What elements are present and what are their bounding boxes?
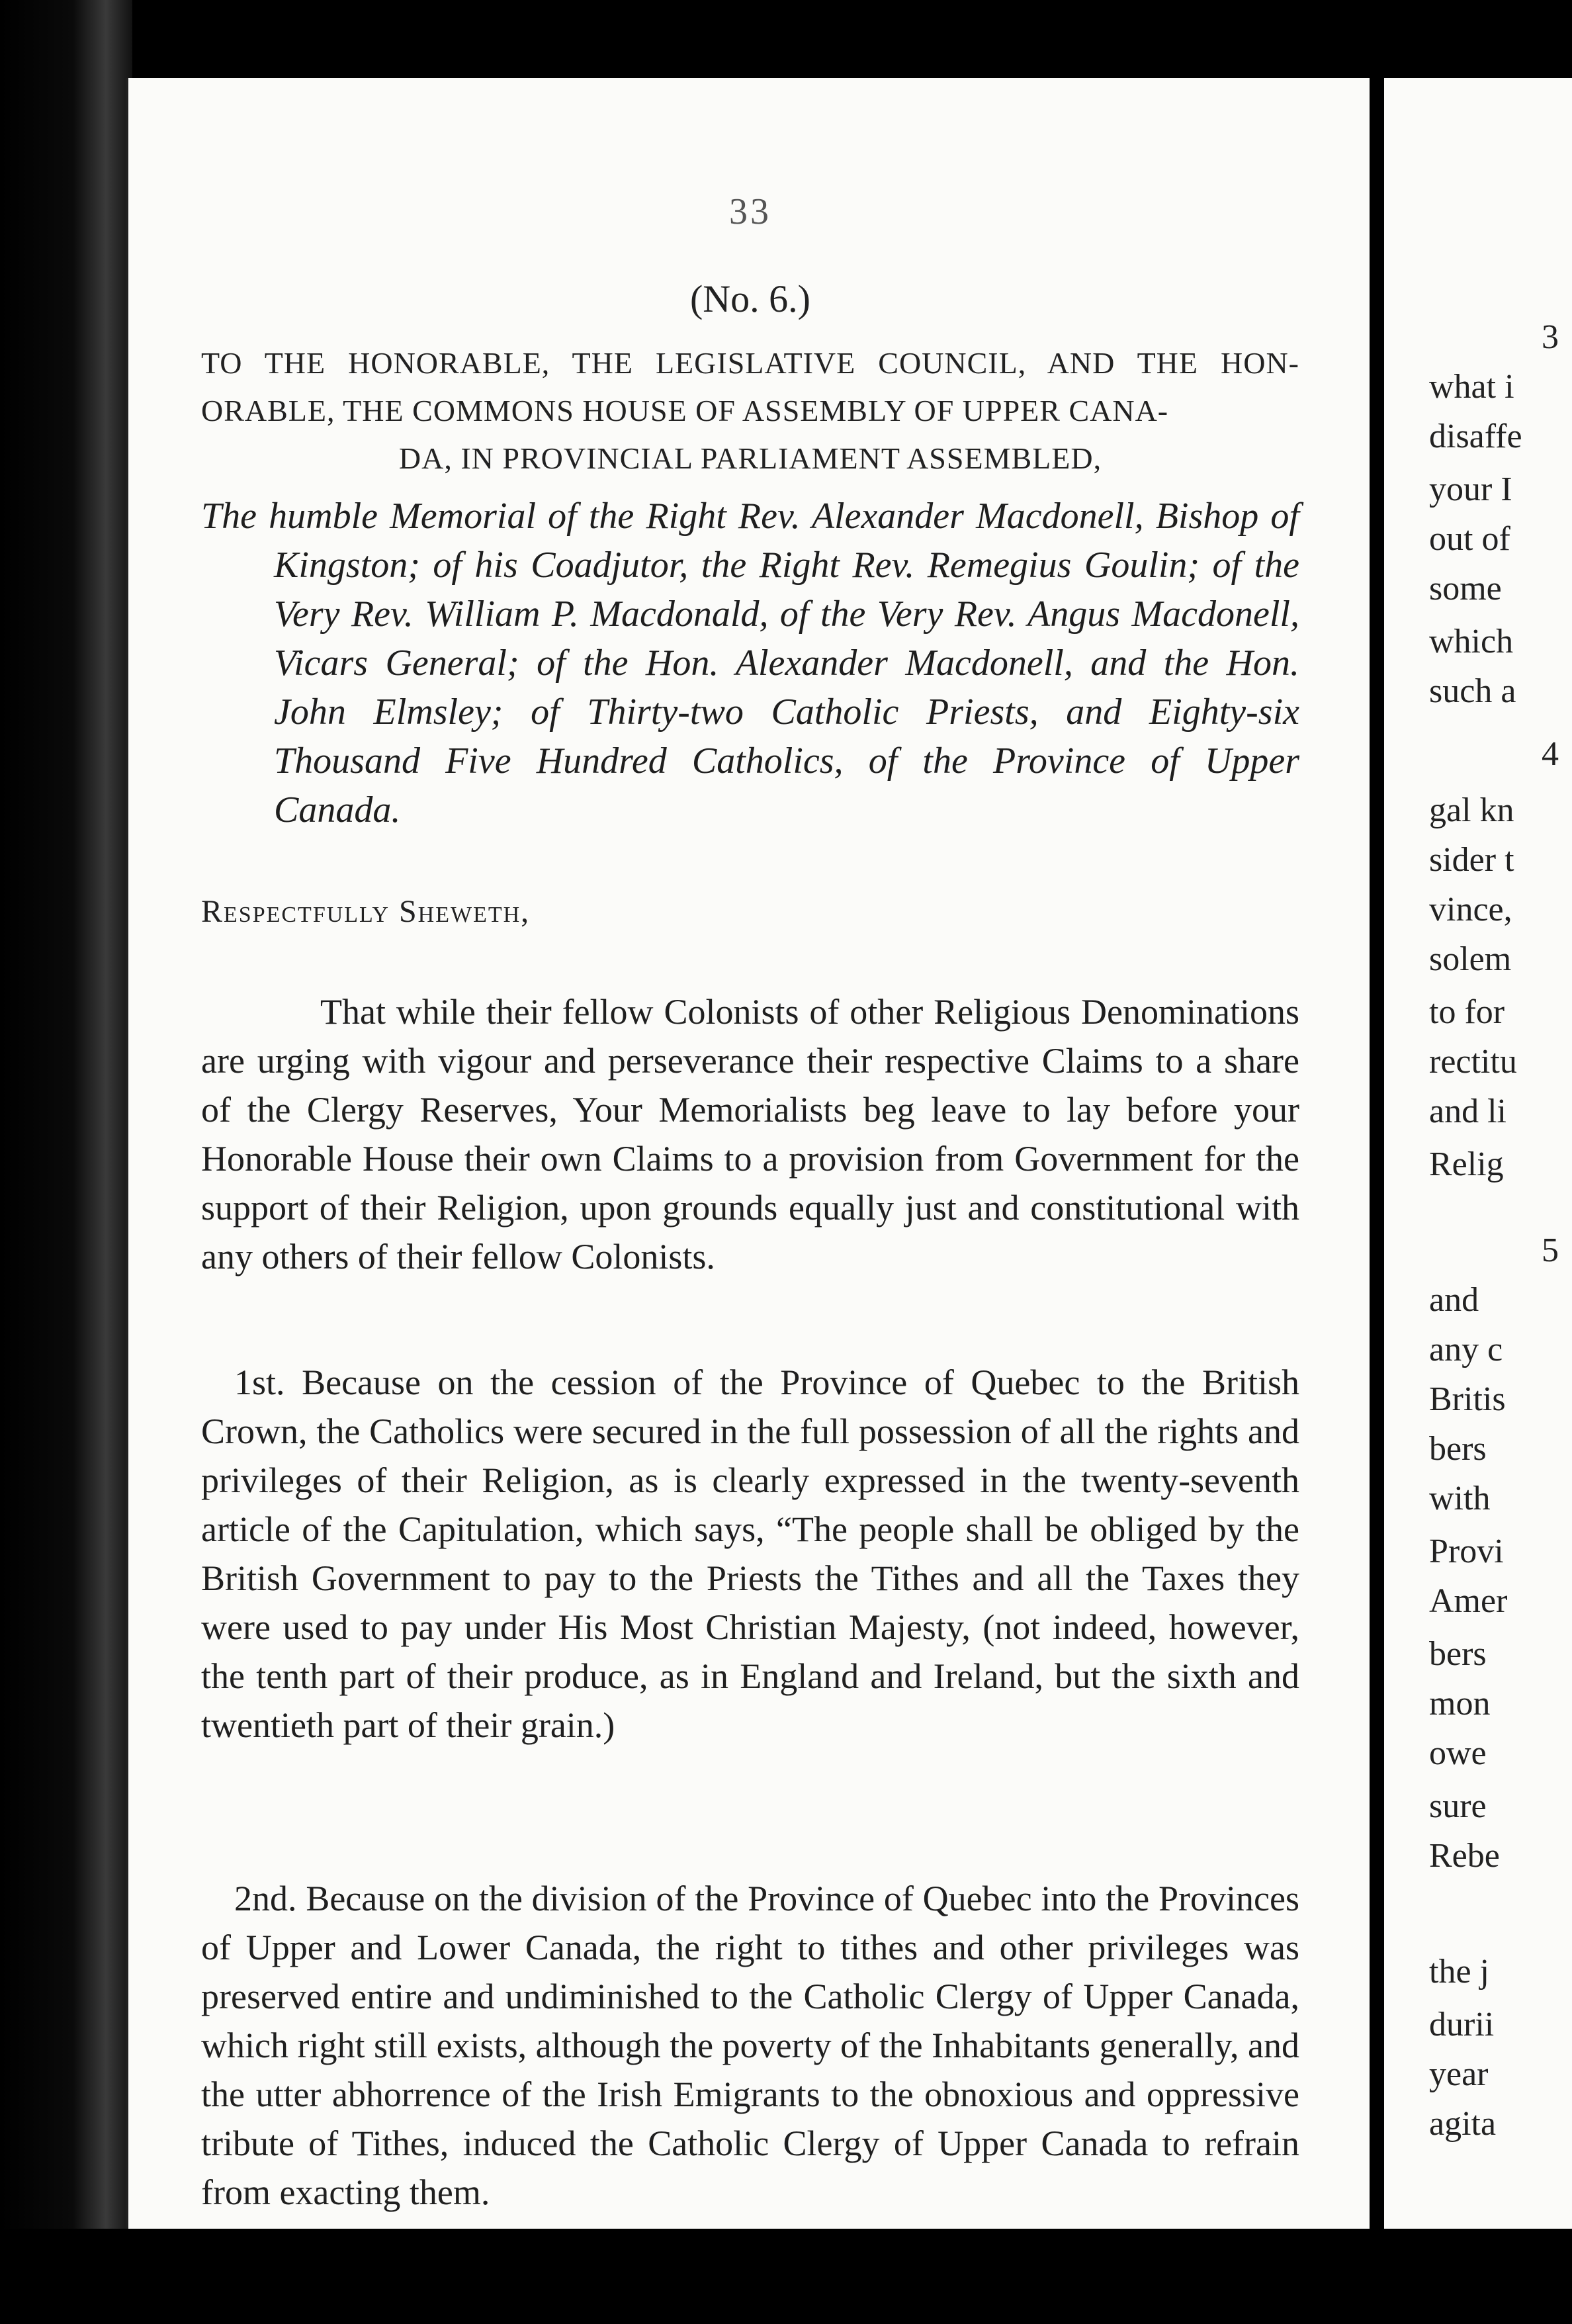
salutation: Respectfully Sheweth, [201, 894, 531, 929]
facing-page-line: the j [1429, 1953, 1489, 1990]
second-paragraph: 2nd. Because on the division of the Province of Quebec into the Provinces of Upper and Lower Canada, the right to tithes and other privileges was preserved entire and undiminished to the Catholic Clergy of Upper Canada, which right still exists, although the poverty of the Inhabitants generally, and the utter abhorrence of the Irish Emigrants to the obnoxious and oppressive tribute of Tithes, induced the Catholic Clergy of Upper Canada to refrain from exacting them. [201, 1879, 1299, 2212]
address-heading [201, 339, 1299, 482]
facing-page-line: rectitu [1429, 1043, 1517, 1081]
facing-page-line: Amer [1429, 1582, 1508, 1620]
memorial-title [201, 492, 1299, 834]
facing-page-line: Relig [1429, 1145, 1504, 1183]
facing-page-line: year [1429, 2055, 1489, 2093]
facing-page-line: any c [1429, 1331, 1503, 1368]
facing-page-line: 4 [1542, 735, 1559, 773]
facing-page-line: bers [1429, 1430, 1487, 1468]
gutter [1370, 66, 1384, 2243]
facing-page-line: owe [1429, 1734, 1487, 1772]
facing-page-line: your I [1429, 470, 1512, 508]
facing-page-line: with [1429, 1480, 1491, 1517]
facing-page-line: and li [1429, 1093, 1506, 1130]
facing-page-line: bers [1429, 1635, 1487, 1673]
intro-paragraph: That while their fellow Colonists of other Religious Denominations are urging with vigour and perseverance their respective Claims to a share of the Clergy Reserves, Your Memorialists beg leave to lay before your Honorable House their own Claims to a provision from Government for the support of their Religion, upon grounds equally just and constitutional with any others of their fellow Colonists. [201, 992, 1299, 1276]
facing-page-line: out of [1429, 520, 1510, 558]
facing-page-line: 3 [1542, 318, 1559, 356]
facing-page-line: agita [1429, 2105, 1497, 2143]
facing-page-line: Britis [1429, 1380, 1506, 1418]
facing-page-line: solem [1429, 940, 1512, 978]
facing-page-line: such a [1429, 672, 1516, 710]
address-line-3: DA, IN PROVINCIAL PARLIAMENT ASSEMBLED, [398, 441, 1102, 475]
facing-page-line: durii [1429, 2006, 1495, 2043]
facing-page-line: mon [1429, 1685, 1491, 1722]
memorial-title-text: The humble Memorial of the Right Rev. Alexander Macdonell, Bishop of Kingston; of his Coadjutor, the Right Rev. Remegius Goulin; of the Very Rev. William P. Macdonald, of the Very Rev. Angus Macdonell, Vicars General; of the Hon. Alexander Macdonell, and the Hon. John Elmsley; of Thirty-two Catholic Priests, and Eighty-six Thousand Five Hundred Catholics, of the Province of Upper Canada. [201, 496, 1299, 830]
address-line-1: TO THE HONORABLE, THE LEGISLATIVE COUNCIL, AND THE HON- [201, 346, 1299, 380]
scan-bottom-edge [0, 2229, 1572, 2324]
facing-page-line: which [1429, 623, 1514, 660]
facing-page-line: Provi [1429, 1533, 1504, 1570]
address-line-2: ORABLE, THE COMMONS HOUSE OF ASSEMBLY OF UPPER CANA- [201, 394, 1169, 427]
scan-edge [0, 0, 132, 2324]
facing-page-line: to for [1429, 993, 1505, 1031]
document-number: (No. 6.) [689, 277, 810, 320]
facing-page-line: vince, [1429, 891, 1512, 928]
facing-page-line: sure [1429, 1787, 1487, 1825]
facing-page-line: 5 [1542, 1231, 1559, 1269]
facing-page-line: and [1429, 1281, 1479, 1319]
left-page [126, 78, 1372, 2229]
facing-page-line: some [1429, 570, 1502, 607]
facing-page-line: disaffe [1429, 418, 1522, 455]
first-paragraph: 1st. Because on the cession of the Province of Quebec to the British Crown, the Catholics were secured in the full possession of all the rights and privileges of their Religion, as is clearly expressed in the twenty-seventh article of the Capitulation, which says, “The people shall be obliged by the British Government to pay to the Priests the Tithes and all the Taxes they were used to pay under His Most Christian Majesty, (not indeed, however, the tenth part of their produce, as in England and Ireland, but the sixth and twentieth part of their grain.) [201, 1363, 1299, 1745]
facing-page-line: what i [1429, 368, 1514, 406]
facing-page-line: Rebe [1429, 1837, 1500, 1875]
facing-page-line: sider t [1429, 841, 1514, 879]
page-number: 33 [729, 191, 771, 232]
facing-page-line: gal kn [1429, 791, 1514, 829]
